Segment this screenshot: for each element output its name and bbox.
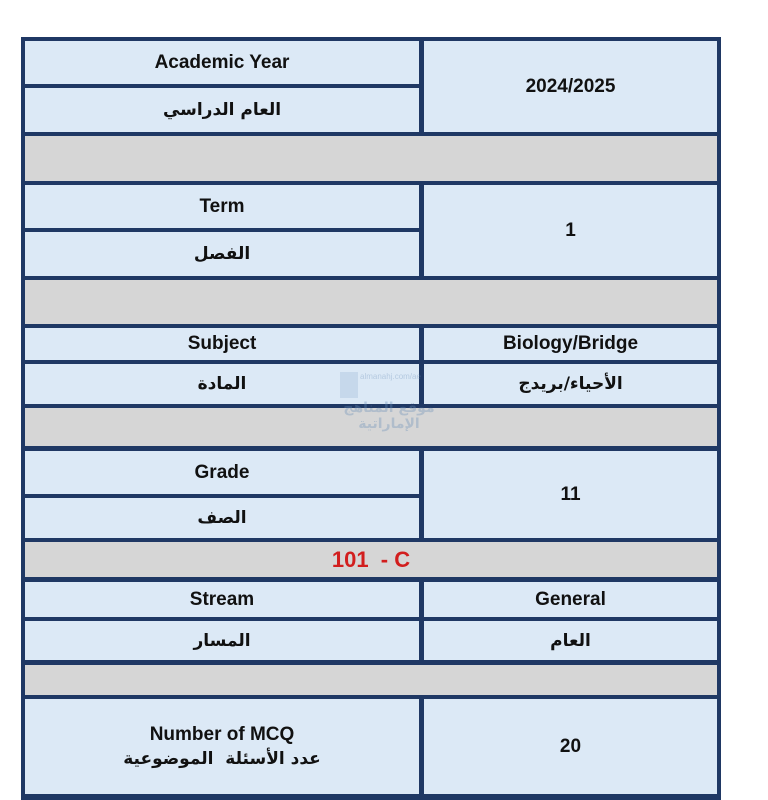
stream-value-ar: العام <box>424 621 717 660</box>
term-value: 1 <box>424 185 717 276</box>
academic-year-value: 2024/2025 <box>424 41 717 132</box>
separator-band <box>25 280 717 324</box>
subject-label-ar: المادة <box>25 364 419 404</box>
term-label-en: Term <box>25 185 419 228</box>
academic-year-label-en: Academic Year <box>25 41 419 84</box>
stream-value-en: General <box>424 582 717 617</box>
grade-label-en: Grade <box>25 451 419 494</box>
mcq-label-ar: عدد الأسئلة الموضوعية <box>123 748 321 769</box>
mcq-label <box>25 699 419 794</box>
class-code: 101 - C <box>25 542 717 577</box>
mcq-label-en: Number of MCQ <box>149 724 295 746</box>
subject-value-ar: الأحياء/بريدج <box>424 364 717 404</box>
separator-band <box>25 136 717 181</box>
exam-info-table <box>21 37 721 800</box>
watermark-name: موقع المناهج الإماراتية <box>343 400 435 432</box>
separator-band <box>25 408 717 446</box>
term-label-ar: الفصل <box>25 232 419 276</box>
subject-value-en: Biology/Bridge <box>424 328 717 360</box>
mcq-value: 20 <box>424 699 717 794</box>
grade-value: 11 <box>424 451 717 538</box>
stream-label-en: Stream <box>25 582 419 617</box>
separator-band <box>25 665 717 695</box>
subject-label-en: Subject <box>25 328 419 360</box>
academic-year-label-ar: العام الدراسي <box>25 88 419 132</box>
stream-label-ar: المسار <box>25 621 419 660</box>
watermark-site: almanahj.com/ae <box>360 372 421 381</box>
grade-label-ar: الصف <box>25 498 419 538</box>
